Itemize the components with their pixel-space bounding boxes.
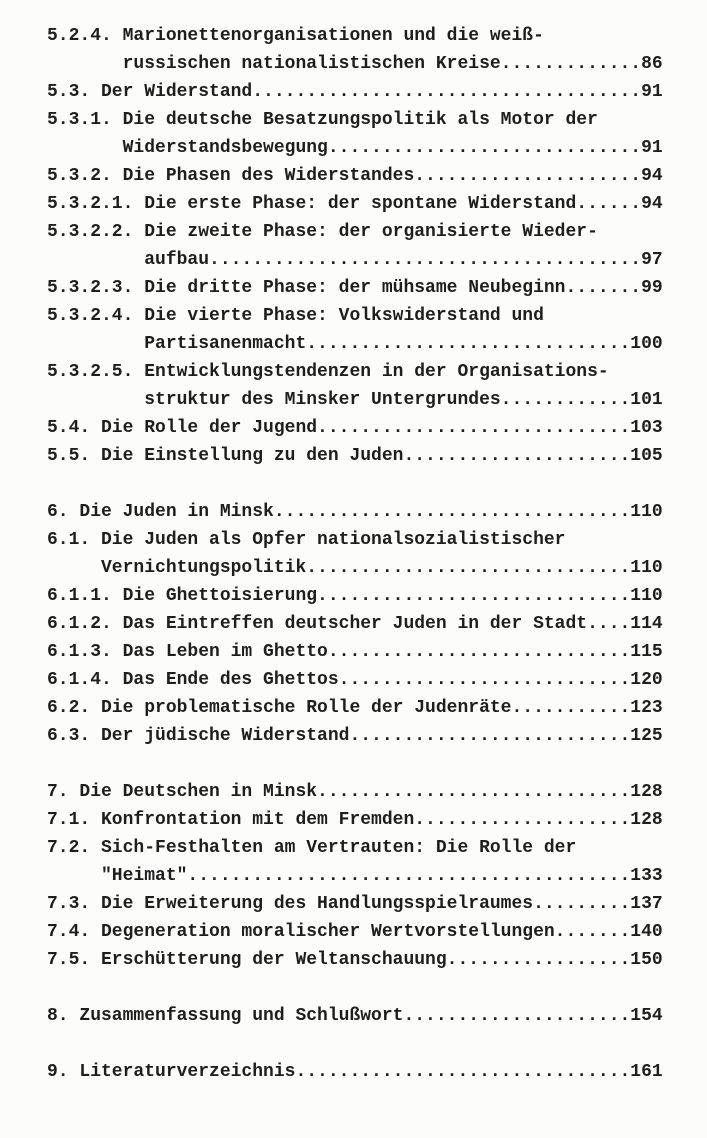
toc-row: struktur des Minsker Untergrundes............101	[47, 390, 663, 410]
toc-row: 7.5. Erschütterung der Weltanschauung.................150	[47, 950, 663, 970]
toc-row: aufbau........................................97	[47, 250, 663, 270]
toc-blank-row	[47, 750, 667, 778]
toc-row: 5.3.2. Die Phasen des Widerstandes.....................94	[47, 166, 663, 186]
toc-row: 5.3. Der Widerstand....................................91	[47, 82, 663, 102]
toc-row: 5.3.2.2. Die zweite Phase: der organisierte Wieder-	[47, 222, 598, 242]
toc-row: 5.3.2.3. Die dritte Phase: der mühsame Neubeginn.......99	[47, 278, 663, 298]
toc-row: "Heimat".........................................133	[47, 866, 663, 886]
toc-row: 8. Zusammenfassung und Schlußwort.....................154	[47, 1006, 663, 1026]
toc-row: 5.5. Die Einstellung zu den Juden.....................105	[47, 446, 663, 466]
toc-row: 7.3. Die Erweiterung des Handlungsspielraumes.........137	[47, 894, 663, 914]
toc-row: 6.1.1. Die Ghettoisierung.............................110	[47, 586, 663, 606]
toc-row: 6. Die Juden in Minsk.................................110	[47, 502, 663, 522]
toc-row: Vernichtungspolitik..............................110	[47, 558, 663, 578]
toc-row: Partisanenmacht..............................100	[47, 334, 663, 354]
toc-row: russischen nationalistischen Kreise.............86	[47, 54, 663, 74]
toc-row: 6.1.4. Das Ende des Ghettos...........................120	[47, 670, 663, 690]
toc-row: 5.3.2.1. Die erste Phase: der spontane Widerstand......94	[47, 194, 663, 214]
toc-blank-row	[47, 974, 667, 1002]
toc-list	[47, 22, 667, 1086]
toc-row: Widerstandsbewegung.............................91	[47, 138, 663, 158]
toc-blank-row	[47, 470, 667, 498]
toc-row: 9. Literaturverzeichnis...............................161	[47, 1062, 663, 1082]
toc-row: 5.2.4. Marionettenorganisationen und die weiß-	[47, 26, 544, 46]
toc-row: 5.3.2.5. Entwicklungstendenzen in der Organisations-	[47, 362, 609, 382]
toc-row: 6.1.2. Das Eintreffen deutscher Juden in der Stadt....114	[47, 614, 663, 634]
toc-row: 5.3.2.4. Die vierte Phase: Volkswiderstand und	[47, 306, 544, 326]
toc-row: 7.1. Konfrontation mit dem Fremden....................128	[47, 810, 663, 830]
toc-row: 7.2. Sich-Festhalten am Vertrauten: Die Rolle der	[47, 838, 577, 858]
toc-row: 6.3. Der jüdische Widerstand..........................125	[47, 726, 663, 746]
toc-row: 5.4. Die Rolle der Jugend.............................103	[47, 418, 663, 438]
toc-row: 7.4. Degeneration moralischer Wertvorstellungen.......140	[47, 922, 663, 942]
toc-row: 6.1.3. Das Leben im Ghetto............................115	[47, 642, 663, 662]
toc-row: 6.1. Die Juden als Opfer nationalsozialistischer	[47, 530, 566, 550]
toc-row: 7. Die Deutschen in Minsk.............................128	[47, 782, 663, 802]
toc-blank-row	[47, 1030, 667, 1058]
toc-row: 6.2. Die problematische Rolle der Judenräte...........123	[47, 698, 663, 718]
toc-row: 5.3.1. Die deutsche Besatzungspolitik als Motor der	[47, 110, 598, 130]
